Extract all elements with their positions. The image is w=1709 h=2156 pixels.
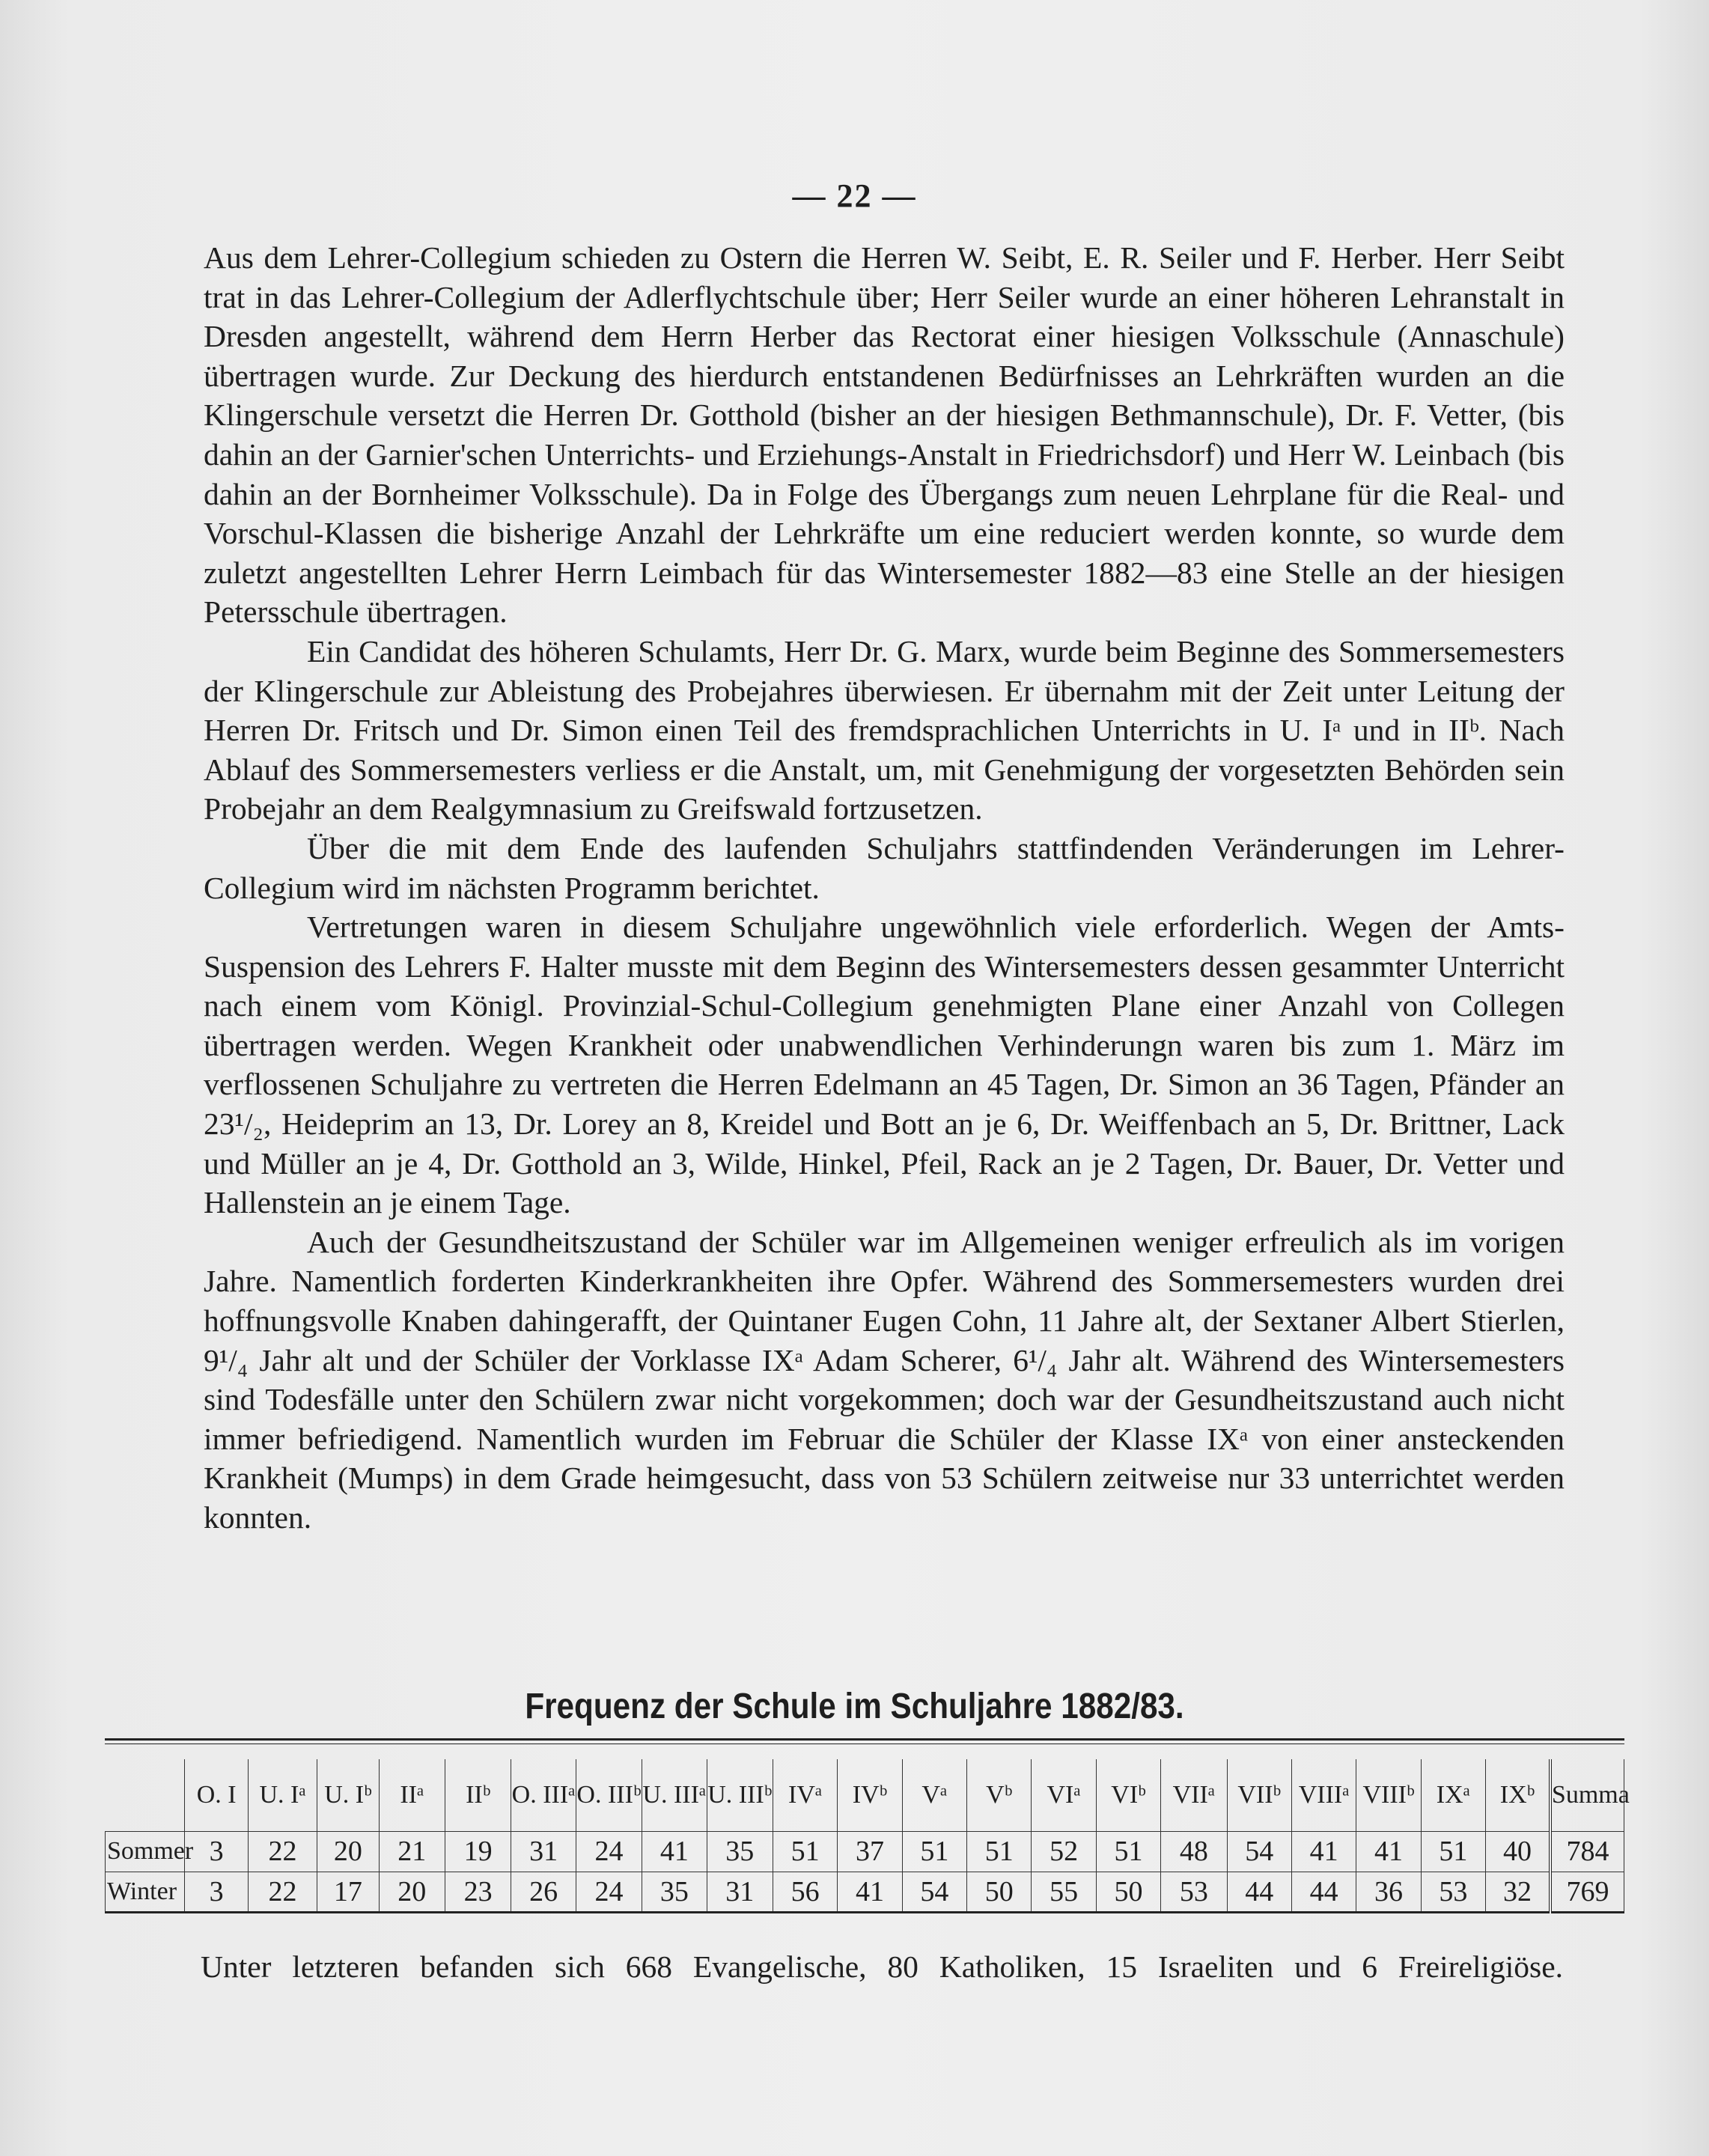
column-header-summa: Summa xyxy=(1550,1759,1624,1831)
column-header: IXᵇ xyxy=(1486,1759,1550,1831)
table-cell: 3 xyxy=(185,1872,248,1912)
column-header: U. Iᵇ xyxy=(317,1759,379,1831)
page-number: — 22 — xyxy=(792,177,917,214)
table-cell: 51 xyxy=(1096,1831,1160,1872)
paragraph: Aus dem Lehrer-Collegium schieden zu Ostern die Herren W. Seibt, E. R. Seiler und F. Herber. Herr Seibt trat in das Lehrer-Collegium der Adlerflychtschule über; Herr Seiler wurde an einer höheren Lehranstalt in Dresden angestellt, während dem Herrn Herber das Rectorat einer hiesigen Volksschule (Annaschule) übertragen wurde. Zur Deckung des hierdurch entstandenen Bedürfnisses an Lehrkräften wurden an die Klingerschule versetzt die Herren Dr. Gotthold (bisher an der hiesigen Bethmannschule), Dr. F. Vetter, (bis dahin an der Garnier'schen Unterrichts- und Erziehungs-Anstalt in Friedrichsdorf) und Herr W. Leinbach (bis dahin an der Bornheimer Volksschule). Da in Folge des Übergangs zum neuen Lehrplane für die Real- und Vorschul-Klassen die bisherige Anzahl der Lehrkräfte um eine reduciert werden konnte, so wurde dem zuletzt angestellten Lehrer Herrn Leimbach für das Wintersemester 1882—83 eine Stelle an der hiesigen Petersschule übertragen. xyxy=(204,240,1565,630)
table-cell: 17 xyxy=(317,1872,379,1912)
table-cell-summa: 769 xyxy=(1550,1872,1624,1912)
footer-note: Unter letzteren befanden sich 668 Evangelische, 80 Katholiken, 15 Israeliten und 6 Freireligiöse. xyxy=(201,1949,1563,1984)
table-cell: 22 xyxy=(248,1831,317,1872)
table-cell: 41 xyxy=(1356,1831,1421,1872)
table-cell: 54 xyxy=(902,1872,966,1912)
table-cell: 40 xyxy=(1486,1831,1550,1872)
table-title: Frequenz der Schule im Schuljahre 1882/83. xyxy=(525,1687,1184,1726)
column-header: O. IIIᵃ xyxy=(511,1759,576,1831)
table-cell: 23 xyxy=(445,1872,511,1912)
table-row-winter xyxy=(106,1872,1624,1912)
table-cell: 51 xyxy=(967,1831,1032,1872)
table-cell: 26 xyxy=(511,1872,576,1912)
table-cell: 31 xyxy=(707,1872,773,1912)
column-header: IXᵃ xyxy=(1421,1759,1485,1831)
table-top-rule xyxy=(105,1738,1624,1741)
table-cell: 3 xyxy=(185,1831,248,1872)
paragraph: Vertretungen waren in diesem Schuljahre ungewöhnlich viele erforderlich. Wegen der Amts-Suspension des Lehrers F. Halter musste mit dem Beginn des Wintersemesters dessen gesammter Unterricht nach einem vom Königl. Provinzial-Schul-Collegium genehmigten Plane einer Anzahl von Collegen übertragen werden. Wegen Krankheit oder unabwendlichen Verhinderungn waren bis zum 1. März im verflossenen Schuljahre zu vertreten die Herren Edelmann an 45 Tagen, Dr. Simon an 36 Tagen, Pfänder an 23¹/₂, Heideprim an 13, Dr. Lorey an 8, Kreidel und Bott an je 6, Dr. Weiffenbach an 5, Dr. Brittner, Lack und Müller an je 4, Dr. Gotthold an 3, Wilde, Hinkel, Pfeil, Rack an je 2 Tagen, Dr. Bauer, Dr. Vetter und Hallenstein an je einem Tage. xyxy=(204,910,1565,1220)
table-row-sommer xyxy=(106,1831,1624,1872)
table-cell: 51 xyxy=(1421,1831,1485,1872)
column-header: IIᵇ xyxy=(445,1759,511,1831)
column-header: VIᵃ xyxy=(1032,1759,1096,1831)
table-cell: 50 xyxy=(967,1872,1032,1912)
table-cell: 24 xyxy=(576,1872,642,1912)
table-cell: 32 xyxy=(1486,1872,1550,1912)
table-cell-summa: 784 xyxy=(1550,1831,1624,1872)
frequency-table xyxy=(105,1759,1630,1913)
table-header-row xyxy=(106,1759,1624,1831)
column-header: VIᵇ xyxy=(1096,1759,1160,1831)
paragraph: Über die mit dem Ende des laufenden Schuljahrs stattfindenden Veränderungen im Lehrer-Collegium wird im nächsten Programm berichtet. xyxy=(204,830,1565,905)
table-cell: 44 xyxy=(1291,1872,1356,1912)
table-cell: 41 xyxy=(1291,1831,1356,1872)
row-label: Sommer xyxy=(106,1831,185,1872)
table-cell: 48 xyxy=(1161,1831,1227,1872)
table-cell: 36 xyxy=(1356,1872,1421,1912)
table-cell: 20 xyxy=(379,1872,445,1912)
table-cell: 51 xyxy=(902,1831,966,1872)
table-cell: 41 xyxy=(838,1872,902,1912)
column-header: O. IIIᵇ xyxy=(576,1759,642,1831)
table-cell: 41 xyxy=(642,1831,707,1872)
column-header: VIIIᵇ xyxy=(1356,1759,1421,1831)
column-header: O. I xyxy=(185,1759,248,1831)
column-header: U. IIIᵃ xyxy=(642,1759,707,1831)
column-header: IVᵇ xyxy=(838,1759,902,1831)
column-header: VIIᵃ xyxy=(1161,1759,1227,1831)
body-text xyxy=(204,238,1565,1538)
table-cell: 35 xyxy=(642,1872,707,1912)
table-cell: 52 xyxy=(1032,1831,1096,1872)
table-cell: 55 xyxy=(1032,1872,1096,1912)
table-corner xyxy=(106,1759,185,1831)
table-cell: 54 xyxy=(1227,1831,1291,1872)
table-cell: 35 xyxy=(707,1831,773,1872)
table-cell: 24 xyxy=(576,1831,642,1872)
table-cell: 21 xyxy=(379,1831,445,1872)
table-cell: 20 xyxy=(317,1831,379,1872)
table-cell: 44 xyxy=(1227,1872,1291,1912)
table-cell: 53 xyxy=(1161,1872,1227,1912)
row-label: Winter xyxy=(106,1872,185,1912)
column-header: U. IIIᵇ xyxy=(707,1759,773,1831)
column-header: U. Iᵃ xyxy=(248,1759,317,1831)
column-header: Vᵇ xyxy=(967,1759,1032,1831)
table-cell: 19 xyxy=(445,1831,511,1872)
table-cell: 51 xyxy=(773,1831,837,1872)
column-header: IIᵃ xyxy=(379,1759,445,1831)
column-header: Vᵃ xyxy=(902,1759,966,1831)
paragraph: Ein Candidat des höheren Schulamts, Herr Dr. G. Marx, wurde beim Beginne des Sommersemesters der Klingerschule zur Ableistung des Probejahres überwiesen. Er übernahm mit der Zeit unter Leitung der Herren Dr. Fritsch und Dr. Simon einen Teil des fremdsprachlichen Unterrichts in U. Iᵃ und in IIᵇ. Nach Ablauf des Sommersemesters verliess er die Anstalt, um, mit Genehmigung der vorgesetzten Behörden sein Probejahr an dem Realgymnasium zu Greifswald fortzusetzen. xyxy=(204,633,1565,826)
table-cell: 56 xyxy=(773,1872,837,1912)
paragraph: Auch der Gesundheitszustand der Schüler war im Allgemeinen weniger erfreulich als im vorigen Jahre. Namentlich forderten Kinderkrankheiten ihre Opfer. Während des Sommersemesters wurden drei hoffnungsvolle Knaben dahingerafft, der Quintaner Eugen Cohn, 11 Jahre alt, der Sextaner Albert Stierlen, 9¹/₄ Jahr alt und der Schüler der Vorklasse IXᵃ Adam Scherer, 6¹/₄ Jahr alt. Während des Wintersemesters sind Todesfälle unter den Schülern zwar nicht vorgekommen; doch war der Gesundheitszustand auch nicht immer befriedigend. Namentlich wurden im Februar die Schüler der Klasse IXᵃ von einer ansteckenden Krankheit (Mumps) in dem Grade heimgesucht, dass von 53 Schülern zeitweise nur 33 unterrichtet werden konnten. xyxy=(204,1224,1565,1535)
table-cell: 22 xyxy=(248,1872,317,1912)
table-cell: 31 xyxy=(511,1831,576,1872)
column-header: IVᵃ xyxy=(773,1759,837,1831)
column-header: VIIᵇ xyxy=(1227,1759,1291,1831)
table-cell: 53 xyxy=(1421,1872,1485,1912)
column-header: VIIIᵃ xyxy=(1291,1759,1356,1831)
table-cell: 37 xyxy=(838,1831,902,1872)
table-cell: 50 xyxy=(1096,1872,1160,1912)
